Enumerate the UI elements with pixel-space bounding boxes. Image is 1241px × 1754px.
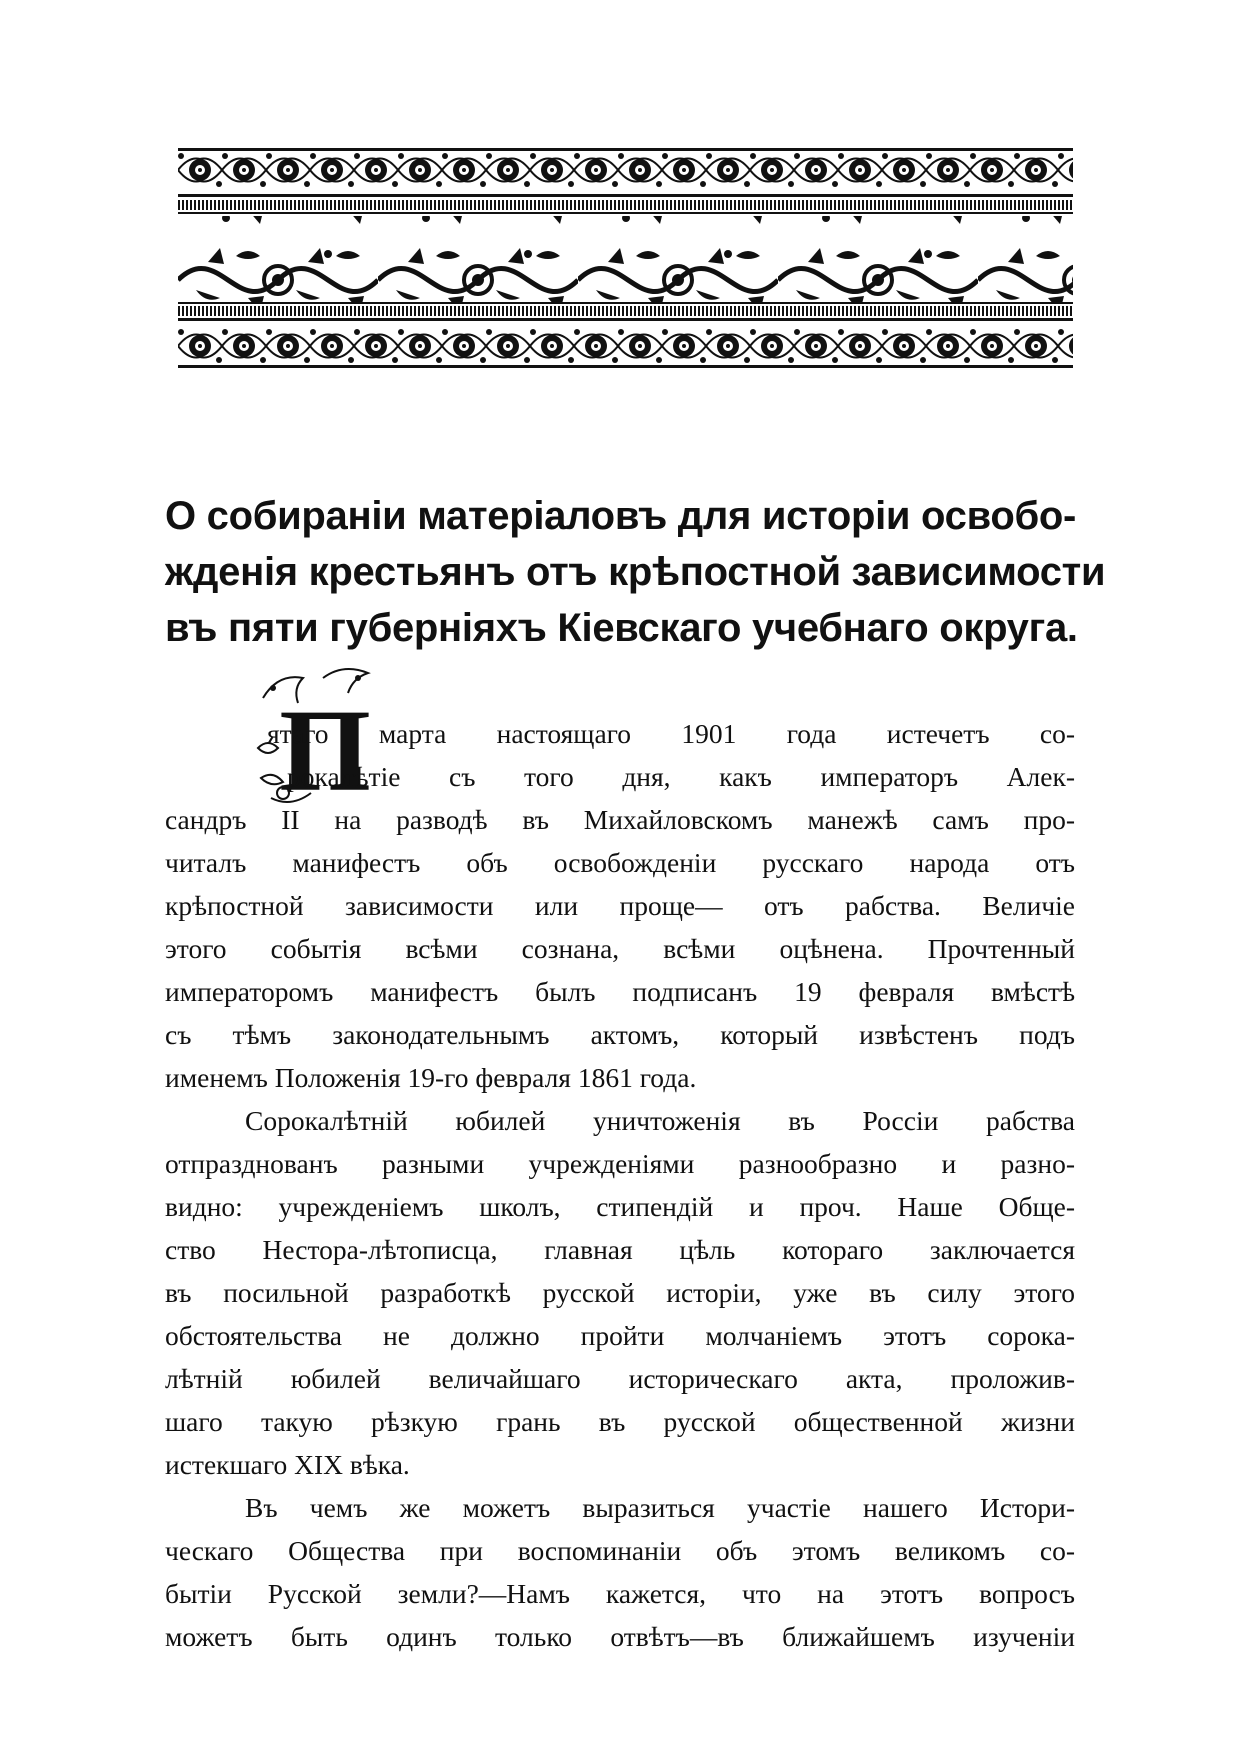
text-line: бытіи Русской земли?—Намъ кажется, что на этотъ вопросъ — [165, 1578, 1075, 1609]
text-line: Въ чемъ же можетъ выразиться участіе нашего Истори- — [245, 1492, 1075, 1523]
ornamental-headpiece — [178, 148, 1073, 368]
ornament-graphic — [178, 148, 1073, 368]
text-line: лѣтній юбилей величайшаго историческаго акта, проложив- — [165, 1363, 1075, 1394]
text-line: читалъ манифестъ объ освобожденіи русскаго народа отъ — [165, 847, 1075, 878]
text-line: съ тѣмъ законодательнымъ актомъ, который извѣстенъ подъ — [165, 1019, 1075, 1050]
text-line: сандръ II на разводѣ въ Михайловскомъ манежѣ самъ про- — [165, 804, 1075, 835]
title-line: въ пяти губерніяхъ Кіевскаго учебнаго округа. — [165, 606, 1078, 650]
text-line: обстоятельства не должно пройти молчаніемъ этотъ сорока- — [165, 1320, 1075, 1351]
text-line: этого событія всѣми сознана, всѣми оцѣнена. Прочтенный — [165, 933, 1075, 964]
text-line: ство Нестора-лѣтописца, главная цѣль котораго заключается — [165, 1234, 1075, 1265]
text-line: рокалѣтіе съ того дня, какъ императоръ Алек- — [287, 761, 1075, 792]
paragraph — [165, 1486, 1075, 1658]
paragraph — [165, 712, 1075, 1099]
text-line: истекшаго XIX вѣка. — [165, 1449, 410, 1480]
paragraph — [165, 1099, 1075, 1486]
text-line: въ посильной разработкѣ русской исторіи, уже въ силу этого — [165, 1277, 1075, 1308]
text-line: именемъ Положенія 19-го февраля 1861 года. — [165, 1062, 697, 1093]
text-line: императоромъ манифестъ былъ подписанъ 19 февраля вмѣстѣ — [165, 976, 1075, 1007]
text-line: шаго такую рѣзкую грань въ русской общественной жизни — [165, 1406, 1075, 1437]
title-line: жденія крестьянъ отъ крѣпостной зависимости — [165, 550, 1106, 594]
text-line: ятаго марта настоящаго 1901 года истечетъ со- — [267, 718, 1075, 749]
body-text — [165, 712, 1075, 1658]
dropcap-letter: П — [279, 685, 371, 808]
title-line: О собираніи матеріаловъ для исторіи освобо- — [165, 494, 1077, 538]
text-line: крѣпостной зависимости или проще— отъ рабства. Величіе — [165, 890, 1075, 921]
text-line: ческаго Общества при воспоминаніи объ этомъ великомъ со- — [165, 1535, 1075, 1566]
text-line: можетъ быть одинъ только отвѣтъ—въ ближайшемъ изученіи — [165, 1621, 1075, 1652]
article-title — [165, 488, 1106, 656]
text-line: отпразднованъ разными учрежденіями разнообразно и разно- — [165, 1148, 1075, 1179]
text-line: видно: учрежденіемъ школъ, стипендій и проч. Наше Обще- — [165, 1191, 1075, 1222]
text-line: Сорокалѣтній юбилей уничтоженія въ Россіи рабства — [245, 1105, 1075, 1136]
